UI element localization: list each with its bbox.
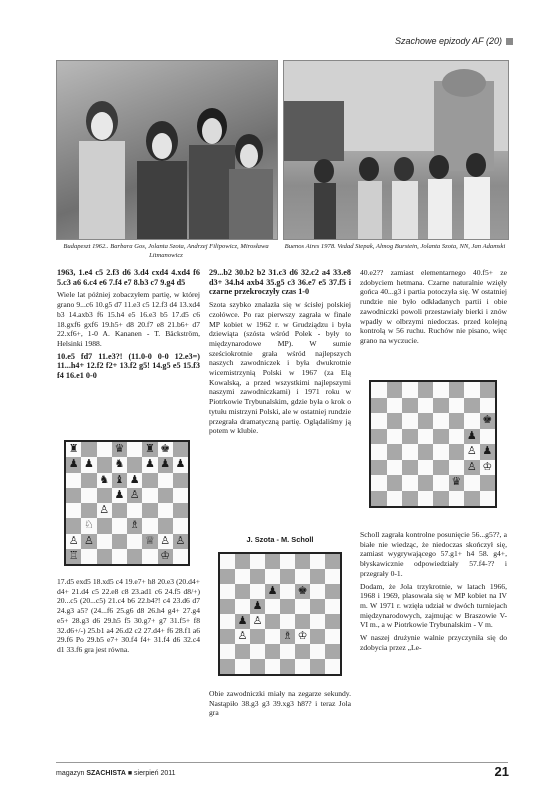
board-square [387,382,403,398]
board-square [97,488,112,503]
chess-piece-square: ♙ [235,629,250,644]
board-square [142,518,157,533]
board-square [158,503,173,518]
photo-budapest [56,60,278,240]
chess-diagram-3 [369,380,497,508]
board-square [81,503,96,518]
photo-building-illustration [284,61,508,239]
board-square [418,413,434,429]
board-square [449,444,465,460]
board-square [449,382,465,398]
scholl-paragraph: Scholl zagrała kontrolne posunięcie 56...g5??, a białe nie wiedząc, że niedoczas skończył się, zamiast wygrywającego 57.g1+ h4 58. g4+, błyskawicznie odpowiedziały 57.f4-?? i przegrały 0-1. [360,530,507,578]
chess-piece-square: ♞ [97,473,112,488]
chess-diagram-2 [218,552,342,676]
chess-piece-square: ♕ [142,534,157,549]
board-square [402,475,418,491]
column-3-paragraph: 40.e2?? zamiast elementarnego 40.f5+ ze zdobyciem hetmana. Czarne naturalnie wzięły gońca 40...g3 i partia potoczyła się. W ostatniej rundzie nie było odkładanych partii i obie zawodniczki powoli przestawiały bierki i znów wpadły w olbrzymi niedoczas. przed kolejną kontrolą w 56 ruchu. Ruchów nie pisano, więc grano na wyczucie. [360,268,507,345]
board-square [371,429,387,445]
diagram-2-title: J. Szota - M. Scholl [246,535,314,544]
chess-piece-square: ♟ [265,584,280,599]
board-square [66,473,81,488]
board-square [402,460,418,476]
column-2-bottom [209,689,351,721]
board-square [371,491,387,507]
board-square [66,488,81,503]
chess-piece-square: ♟ [158,457,173,472]
chess-piece-square: ♗ [280,629,295,644]
board-square [97,457,112,472]
board-square [449,398,465,414]
board-square [310,644,325,659]
chess-piece-square: ♙ [66,534,81,549]
footer [56,770,176,777]
board-square [173,549,188,564]
board-square [173,503,188,518]
board-square [295,569,310,584]
chess-piece-square: ♟ [480,444,496,460]
column-1-top [57,268,200,384]
chess-piece-square: ♟ [250,599,265,614]
board-square [250,569,265,584]
chess-piece-square: ♙ [464,460,480,476]
board-square [112,518,127,533]
board-square [280,569,295,584]
board-square [280,554,295,569]
board-square [220,629,235,644]
board-square [325,614,340,629]
chess-piece-square: ♙ [158,534,173,549]
series-title: Szachowe epizody AF (20) [394,36,502,46]
board-square [480,429,496,445]
board-square [81,442,96,457]
board-square [402,382,418,398]
board-square [250,584,265,599]
board-square [158,488,173,503]
board-square [418,429,434,445]
board-square [402,429,418,445]
board-square [402,491,418,507]
photo-caption-1: Budapeszt 1962.. Barbara Gos, Jolanta Szota, Andrzej Filipowicz, Mirosława Litmanowicz [63,243,269,259]
footer-magazine: magazyn [56,770,85,777]
board-square [295,644,310,659]
chess-piece-square: ♙ [127,488,142,503]
board-square [127,549,142,564]
board-square [433,491,449,507]
board-square [280,644,295,659]
board-square [127,534,142,549]
board-square [402,444,418,460]
game-continuation: 17.d5 exd5 18.xd5 c4 19.e7+ h8 20.e3 (20.d4+ d4+ 21.d4 c5 22.e8 c8 23.ad1 c6 24.f5 d8/+) 20...c5 (20...c5) 21.c4 b6 22.b4?! c4 23.d6 d7 24.g3 a5? (24...f6 25.g6 d8 26.h4 g4+ 27.g4 e5+ 28.g3 d6 29.h5 f5 30.g7+ g7 31.f5+ f8 32.d6+/-) 25.b1 a4 26.d2 c2 27.d4+ f6 28.f1 a6 29.f6 Po 29.b5 e7+ 30.f4 f4+ 31.f4 d6 32.c4 d1 33.f6 gra jest równa. [57,577,200,654]
chess-piece-square: ♟ [235,614,250,629]
board-square [433,398,449,414]
board-square [235,584,250,599]
board-square [387,398,403,414]
board-square [418,475,434,491]
board-square [464,398,480,414]
chess-piece-square: ♔ [480,460,496,476]
board-square [480,475,496,491]
board-square [250,554,265,569]
board-square [418,460,434,476]
board-square [371,475,387,491]
board-square [265,614,280,629]
chess-piece-square: ♟ [142,457,157,472]
board-square [265,554,280,569]
opening-moves: 1963, 1.e4 c5 2.f3 d6 3.d4 cxd4 4.xd4 f6 5.c3 a6 6.c4 e6 7.f4 e7 8.b3 c7 9.g4 d5 [57,268,200,287]
annotation-paragraph: Wiele lat później zobaczyłem partię, w której grano 9...c6 10.g5 d7 11.e3 c5 12.f3 d4 13.xd4 b3 14.axb3 f6 15.h4 e5 16.e3 b5 17.d5 c6 18.gxf6 gxf6 19.h5+ d8 20.f7 e8 21.b6+ d7 22.xf6+, 1-0 A. Kananen - T. Bäckström, Helsinki 1988. [57,290,200,348]
chess-piece-square: ♖ [66,549,81,564]
board-square [418,491,434,507]
board-square [220,614,235,629]
board-square [250,629,265,644]
footer-issue: sierpień 2011 [134,770,176,777]
board-square [81,473,96,488]
board-square [325,554,340,569]
board-square [220,554,235,569]
column-1-bottom [57,577,200,658]
chess-piece-square: ♙ [81,534,96,549]
board-square [402,413,418,429]
board-square [449,491,465,507]
board-square [325,644,340,659]
board-square [371,413,387,429]
chess-piece-square: ♙ [97,503,112,518]
board-square [280,614,295,629]
board-square [433,382,449,398]
board-square [265,659,280,674]
board-square [464,382,480,398]
chess-piece-square: ♔ [158,549,173,564]
board-square [250,644,265,659]
chess-piece-square: ♟ [81,457,96,472]
board-square [310,599,325,614]
board-square [310,614,325,629]
board-square [371,382,387,398]
board-square [418,382,434,398]
board-square [480,398,496,414]
board-square [480,491,496,507]
board-square [66,518,81,533]
board-square [387,413,403,429]
board-square [173,473,188,488]
board-square [158,473,173,488]
results-paragraph: Dodam, że Jola trzykrotnie, w latach 1966, 1968 i 1969, plasowała się w MP kobiet na IV m. W 1971 r. wzięła udział w dwóch turniejach międzynarodowych, zajmując w Braszowie V-VI m., a w Piotrkowie Trybunalskim - V m. [360,581,507,630]
board-square [97,442,112,457]
chess-piece-square: ♛ [112,442,127,457]
board-square [220,569,235,584]
board-square [235,644,250,659]
board-square [310,554,325,569]
chess-piece-square: ♘ [81,518,96,533]
board-square [433,444,449,460]
chess-piece-square: ♜ [142,442,157,457]
chess-piece-square: ♙ [464,444,480,460]
photo-figures-illustration [57,61,277,239]
chess-piece-square: ♚ [295,584,310,599]
board-square [464,413,480,429]
board-square [325,584,340,599]
board-square [265,569,280,584]
biography-paragraph: Szota szybko znalazła się w ścisłej polskiej czołówce. Po raz pierwszy zagrała w finale MP kobiet w 1962 r. w Grudziądzu i była dziewiąta (szósta wśród Polek - były to międzynarodowe MP). W sumie sześciokrotnie grała wśród najlepszych naszych zawodniczek i była dwukrotnie wicemistrzynią Polski w 1967 (za Elą Kowalską, a przed wszystkimi najlepszymi naszymi zawodniczkami) i 1971 roku w Piotrkowie Trybunalskim, gdzie była o krok o tytułu mistrzyni Polski, ale w ostatniej rundzie przegrała dramatyczną partię. Oglądaliśmy ją potem w klubie. [209,300,351,436]
board-square [449,460,465,476]
chess-piece-square: ♝ [112,473,127,488]
column-2-top [209,268,351,439]
board-square [173,488,188,503]
running-header [395,36,513,46]
board-square [295,614,310,629]
board-square [449,429,465,445]
chess-piece-square: ♙ [173,534,188,549]
board-square [387,444,403,460]
footer-brand: SZACHISTA [86,770,126,777]
board-square [295,659,310,674]
footer-sep: ■ [127,770,133,777]
board-square [265,599,280,614]
board-square [295,599,310,614]
board-square [387,475,403,491]
board-square [112,503,127,518]
footer-rule [56,762,508,763]
board-square [112,534,127,549]
chess-diagram-1 [64,440,190,566]
chess-piece-square: ♟ [127,473,142,488]
board-square [433,475,449,491]
board-square [173,442,188,457]
board-square [418,444,434,460]
game-moves: 10.e5 fd7 11.e3?! (11.0-0 0-0 12.e3=) 11...h4+ 12.f2 f2+ 13.f2 g5! 14.g5 e5 15.f3 f4 16.e1 0-0 [57,351,200,381]
board-square [97,518,112,533]
board-square [127,503,142,518]
chess-piece-square: ♟ [173,457,188,472]
team-paragraph: W naszej drużynie walnie przyczyniła się do zdobycia przez „Le- [360,633,507,652]
board-square [280,599,295,614]
board-square [310,629,325,644]
board-square [250,659,265,674]
game-ending-moves: 29...b2 30.b2 b2 31.c3 d6 32.c2 a4 33.e8 d3+ 34.h4 axb4 35.g5 c3 36.e7 e5 37.f5 i czarne przekroczyły czas 1-0 [209,268,351,297]
chess-piece-square: ♟ [112,488,127,503]
board-square [235,569,250,584]
board-square [127,442,142,457]
photo-buenos-aires [283,60,509,240]
board-square [310,584,325,599]
board-square [127,457,142,472]
board-square [310,659,325,674]
board-square [402,398,418,414]
column-3-top [360,268,507,349]
chess-piece-square: ♙ [250,614,265,629]
chess-piece-square: ♚ [480,413,496,429]
board-square [81,549,96,564]
board-square [433,429,449,445]
board-square [418,398,434,414]
board-square [158,518,173,533]
board-square [464,491,480,507]
board-square [235,554,250,569]
board-square [265,644,280,659]
chess-piece-square: ♟ [464,429,480,445]
board-square [280,584,295,599]
board-square [220,584,235,599]
diagram-2-commentary: Obie zawodniczki miały na zegarze sekundy. Nastąpiło 38.g3 g3 39.xg3 h8?? i teraz Jola gra [209,689,351,718]
board-square [480,382,496,398]
chess-piece-square: ♜ [66,442,81,457]
board-square [387,460,403,476]
board-square [220,659,235,674]
board-square [97,549,112,564]
board-square [325,569,340,584]
board-square [220,644,235,659]
chess-piece-square: ♔ [295,629,310,644]
board-square [325,629,340,644]
board-square [464,475,480,491]
chess-piece-square: ♗ [127,518,142,533]
board-square [142,473,157,488]
board-square [310,569,325,584]
board-square [280,659,295,674]
board-square [371,398,387,414]
board-square [265,629,280,644]
board-square [142,488,157,503]
header-square-icon [506,38,513,45]
chess-piece-square: ♛ [449,475,465,491]
board-square [325,659,340,674]
board-square [449,413,465,429]
chess-piece-square: ♞ [112,457,127,472]
board-square [371,444,387,460]
photo-caption-2: Buenos Aires 1978. Vedad Stepak, Almog Burstein, Jolanta Szota, NN, Jan Adamski [284,243,506,250]
board-square [235,599,250,614]
board-square [97,534,112,549]
chess-piece-square: ♟ [66,457,81,472]
board-square [371,460,387,476]
page-number: 21 [494,764,509,779]
board-square [142,549,157,564]
board-square [173,518,188,533]
board-square [433,460,449,476]
chess-piece-square: ♚ [158,442,173,457]
board-square [112,549,127,564]
board-square [220,599,235,614]
board-square [142,503,157,518]
board-square [387,429,403,445]
board-square [325,599,340,614]
board-square [433,413,449,429]
board-square [387,491,403,507]
board-square [295,554,310,569]
board-square [235,659,250,674]
column-3-bottom [360,530,507,655]
board-square [81,488,96,503]
board-square [66,503,81,518]
